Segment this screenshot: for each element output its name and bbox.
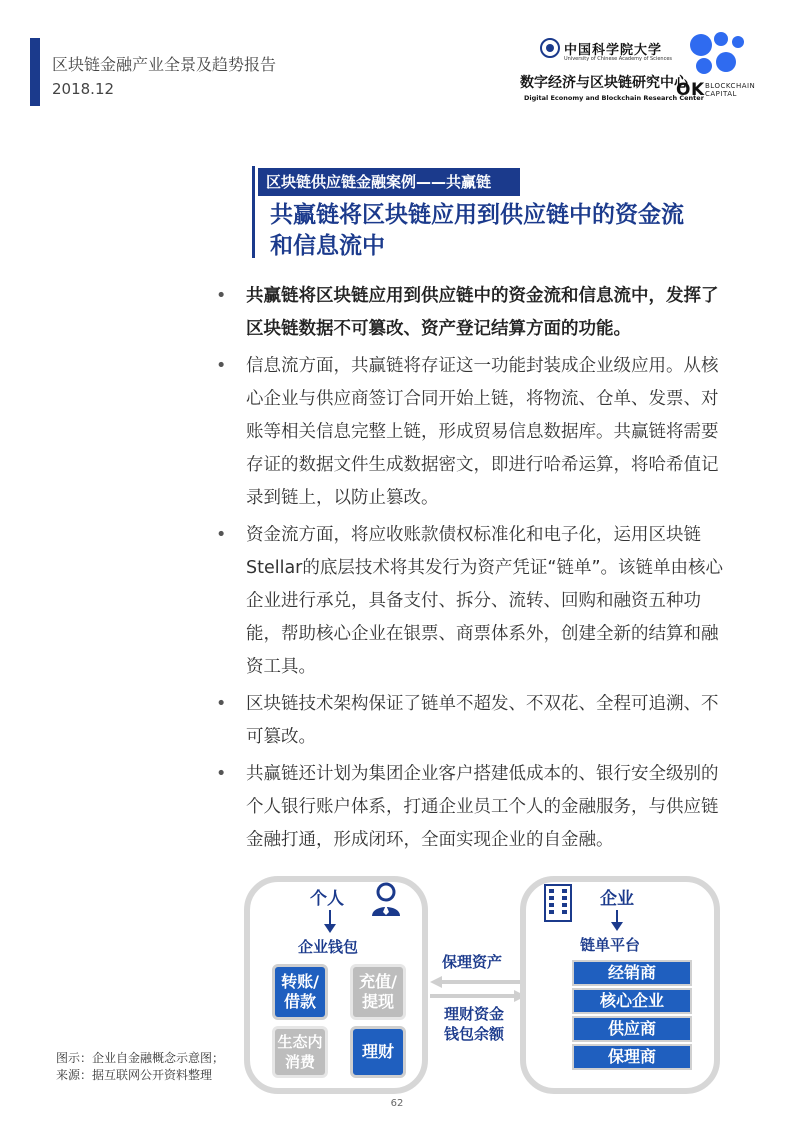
wealth-management-tile <box>350 1026 406 1078</box>
bullet-dot: • <box>216 525 227 545</box>
person-icon <box>370 882 402 918</box>
tile-label: 生态内消费 <box>277 1033 323 1071</box>
figure-caption <box>56 1050 224 1084</box>
logo-ok-text: OK <box>676 80 705 100</box>
factor-bar: 保理商 <box>572 1044 692 1070</box>
supplier-bar: 供应商 <box>572 1016 692 1042</box>
bullet-text: 资金流方面，将应收账款债权标准化和电子化，运用区块链Stellar的底层技术将其发行为资产凭证“链单”。该链单由核心企业进行承兑，具备支付、拆分、流转、回购和融资五种功能，帮助核心企业在银票、商票体系外，创建全新的结算和融资工具。 <box>246 525 724 677</box>
bullet-dot: • <box>216 356 227 376</box>
bullet-text: 信息流方面，共赢链将存证这一功能封装成企业级应用。从核心企业与供应商签订合同开始上链，将物流、仓单、发票、对账等相关信息完整上链，形成贸易信息数据库。共赢链将需要存证的数据文件生成数据密文，即进行哈希运算，将哈希值记录到链上，以防止篡改。 <box>246 356 719 508</box>
ucas-name: 中国科学院大学 <box>564 42 663 58</box>
section-vertical-rule <box>252 166 255 258</box>
arrow-down-icon <box>324 924 336 934</box>
bullet-item <box>210 280 730 346</box>
page-number: 62 <box>390 1098 404 1109</box>
bullet-text: 区块链技术架构保证了链单不超发、不双花、全程可追溯、不可篡改。 <box>246 694 719 747</box>
bullet-dot: • <box>216 286 227 306</box>
bullet-list <box>210 280 730 861</box>
bullet-item <box>210 688 730 754</box>
bullet-dot: • <box>216 764 227 784</box>
tile-label: 理财 <box>361 1042 394 1061</box>
individual-label: 个人 <box>310 889 344 909</box>
report-date: 2018.12 <box>52 80 115 98</box>
logo-dot <box>690 34 712 56</box>
caption-line-2: 来源：据互联网公开资料整理 <box>56 1068 213 1082</box>
section-title-line-2: 和信息流中 <box>270 233 385 259</box>
tile-label: 充值/提现 <box>359 972 397 1011</box>
core-enterprise-bar: 核心企业 <box>572 988 692 1014</box>
logo-dot <box>732 36 744 48</box>
wealth-funds-label: 理财资金 <box>444 1005 505 1023</box>
ecosystem-consumption-tile <box>272 1026 328 1078</box>
bullet-item <box>210 350 730 515</box>
self-finance-diagram <box>244 876 720 1094</box>
section-tag: 区块链供应链金融案例——共赢链 <box>258 168 520 196</box>
arrow-down-icon <box>611 922 623 932</box>
tile-label: 转账/借款 <box>281 972 319 1011</box>
factoring-assets-label: 保理资产 <box>442 953 503 971</box>
ucas-name-en: University of Chinese Academy of Sciences <box>564 56 672 62</box>
bullet-dot: • <box>216 694 227 714</box>
chain-platform-label: 链单平台 <box>580 936 641 954</box>
wallet-balance-label: 钱包余额 <box>444 1025 505 1043</box>
section-title <box>270 200 730 262</box>
transfer-loan-tile <box>272 964 328 1020</box>
enterprise-label: 企业 <box>600 889 634 909</box>
logo-ok-sub1: BLOCKCHAIN <box>705 82 756 90</box>
header-accent-bar <box>30 38 40 106</box>
report-title: 区块链金融产业全景及趋势报告 <box>52 55 277 74</box>
lab-name: 数字经济与区块链研究中心 <box>520 75 688 91</box>
logo-dot <box>696 58 712 74</box>
ucas-emblem-icon <box>540 38 560 58</box>
lab-name-en: Digital Economy and Blockchain Research Center <box>524 94 704 102</box>
bullet-item <box>210 758 730 857</box>
logo-ok-subtext <box>705 82 755 98</box>
bullet-text: 共赢链将区块链应用到供应链中的资金流和信息流中，发挥了区块链数据不可篡改、资产登记结算方面的功能。 <box>246 286 719 339</box>
section-title-line-1: 共赢链将区块链应用到供应链中的资金流 <box>270 202 684 228</box>
distributor-bar: 经销商 <box>572 960 692 986</box>
logo-dot <box>714 32 728 46</box>
enterprise-wallet-label: 企业钱包 <box>298 938 359 956</box>
logo-ok-sub2: CAPITAL <box>705 90 737 98</box>
logo-dot <box>716 52 736 72</box>
okblockchain-logo <box>676 30 766 106</box>
building-icon <box>544 884 572 922</box>
double-arrow-icon <box>430 976 526 1002</box>
topup-withdraw-tile <box>350 964 406 1020</box>
caption-line-1: 图示：企业自金融概念示意图； <box>56 1051 225 1065</box>
bullet-text: 共赢链还计划为集团企业客户搭建低成本的、银行安全级别的个人银行账户体系，打通企业员工个人的金融服务，与供应链金融打通，形成闭环，全面实现企业的自金融。 <box>246 764 719 850</box>
bullet-item <box>210 519 730 684</box>
